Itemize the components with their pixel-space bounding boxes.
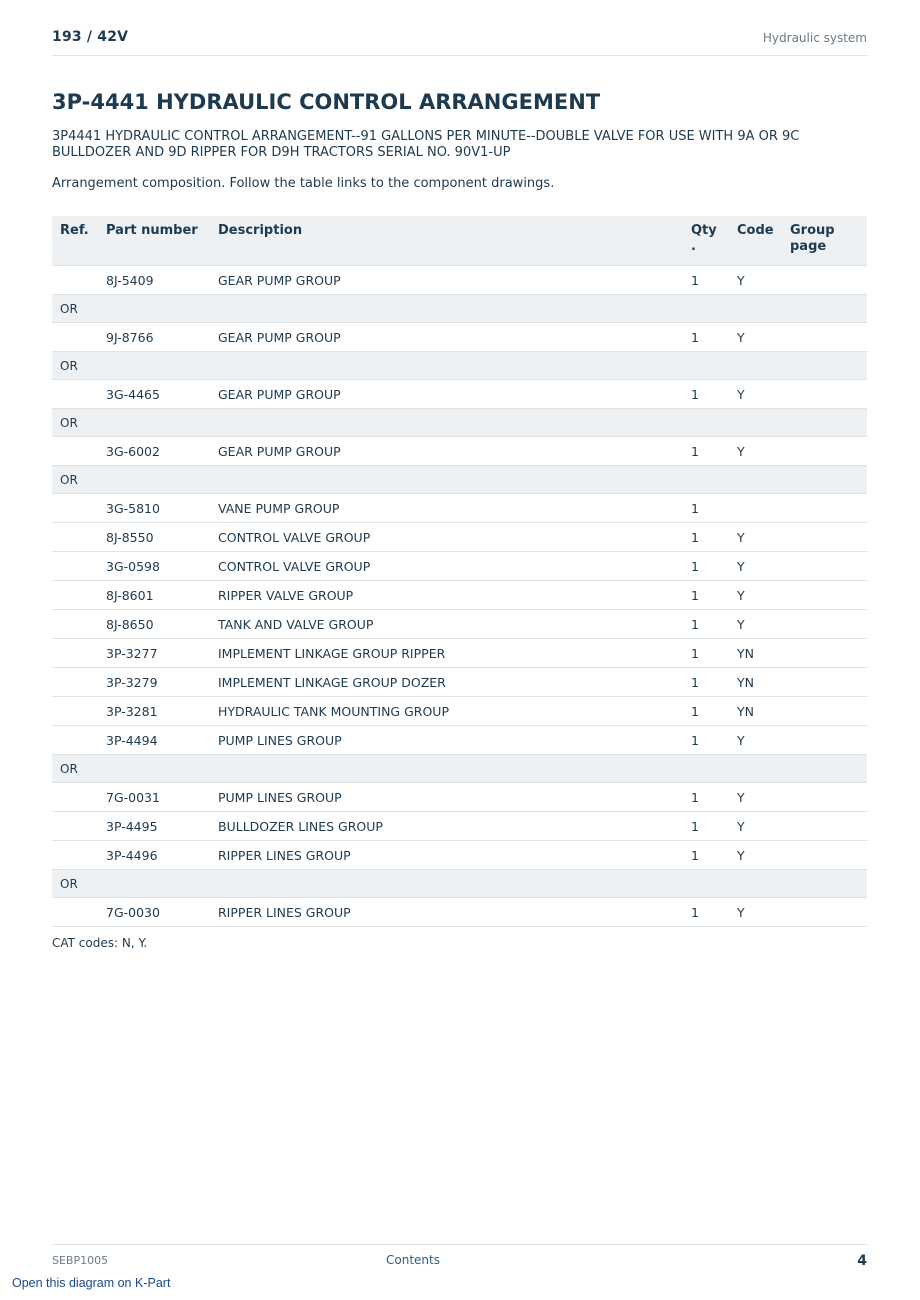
arrangement-subtitle: 3P4441 HYDRAULIC CONTROL ARRANGEMENT--91 GALLONS PER MINUTE--DOUBLE VALVE FOR USE WITH 9A OR 9C BULLDOZER AND 9D RIPPER FOR D9H TRACTORS SERIAL NO. 90V1-UP: [52, 129, 800, 160]
row-qty: 1: [691, 726, 737, 755]
row-ref: [52, 697, 106, 726]
or-label: OR: [52, 295, 867, 323]
row-part-number[interactable]: 9J-8766: [106, 323, 218, 352]
or-separator-row: [52, 352, 867, 380]
row-description: PUMP LINES GROUP: [218, 783, 691, 812]
table-row[interactable]: [52, 668, 867, 697]
row-group-page: [790, 266, 867, 295]
row-part-number[interactable]: 3G-5810: [106, 494, 218, 523]
row-description: GEAR PUMP GROUP: [218, 266, 691, 295]
or-separator-row: [52, 466, 867, 494]
row-description: GEAR PUMP GROUP: [218, 380, 691, 409]
row-part-number[interactable]: 3G-0598: [106, 552, 218, 581]
document-id: SEBP1005: [52, 1254, 109, 1267]
row-ref: [52, 323, 106, 352]
row-ref: [52, 437, 106, 466]
table-row[interactable]: [52, 437, 867, 466]
row-qty: 1: [691, 898, 737, 927]
row-code: Y: [737, 812, 790, 841]
row-description: VANE PUMP GROUP: [218, 494, 691, 523]
or-separator-row: [52, 295, 867, 323]
row-description: RIPPER VALVE GROUP: [218, 581, 691, 610]
row-ref: [52, 523, 106, 552]
page-title: 3P-4441 HYDRAULIC CONTROL ARRANGEMENT: [52, 90, 601, 114]
table-row[interactable]: [52, 523, 867, 552]
row-description: CONTROL VALVE GROUP: [218, 552, 691, 581]
row-group-page: [790, 523, 867, 552]
row-part-number[interactable]: 8J-8650: [106, 610, 218, 639]
table-row[interactable]: [52, 841, 867, 870]
header-qty-line1: Qty: [691, 223, 717, 238]
table-row[interactable]: [52, 812, 867, 841]
parts-table: [52, 216, 867, 927]
cat-codes-note: CAT codes: N, Y.: [52, 936, 148, 950]
row-code: Y: [737, 841, 790, 870]
row-qty: 1: [691, 841, 737, 870]
page-number: 4: [857, 1253, 867, 1269]
row-qty: 1: [691, 437, 737, 466]
row-qty: 1: [691, 783, 737, 812]
row-group-page: [790, 898, 867, 927]
row-code: Y: [737, 437, 790, 466]
row-ref: [52, 783, 106, 812]
row-part-number[interactable]: 3P-4495: [106, 812, 218, 841]
row-group-page: [790, 380, 867, 409]
row-ref: [52, 610, 106, 639]
row-code: Y: [737, 581, 790, 610]
row-qty: 1: [691, 552, 737, 581]
table-row[interactable]: [52, 610, 867, 639]
row-group-page: [790, 581, 867, 610]
row-description: CONTROL VALVE GROUP: [218, 523, 691, 552]
row-description: PUMP LINES GROUP: [218, 726, 691, 755]
header-part-number: Part number: [106, 216, 218, 266]
row-part-number[interactable]: 3G-4465: [106, 380, 218, 409]
parts-table-body: [52, 266, 867, 927]
row-qty: 1: [691, 639, 737, 668]
or-separator-row: [52, 409, 867, 437]
row-group-page: [790, 697, 867, 726]
row-code: [737, 494, 790, 523]
header-description: Description: [218, 216, 691, 266]
row-code: Y: [737, 783, 790, 812]
table-row[interactable]: [52, 323, 867, 352]
table-header-row: [52, 216, 867, 266]
row-part-number[interactable]: 7G-0030: [106, 898, 218, 927]
row-ref: [52, 581, 106, 610]
row-group-page: [790, 437, 867, 466]
table-row[interactable]: [52, 380, 867, 409]
row-description: TANK AND VALVE GROUP: [218, 610, 691, 639]
row-part-number[interactable]: 3P-4494: [106, 726, 218, 755]
row-ref: [52, 898, 106, 927]
row-group-page: [790, 812, 867, 841]
row-part-number[interactable]: 3P-4496: [106, 841, 218, 870]
page-reference: 193 / 42V: [52, 29, 129, 45]
row-part-number[interactable]: 7G-0031: [106, 783, 218, 812]
row-ref: [52, 668, 106, 697]
row-qty: 1: [691, 494, 737, 523]
row-code: YN: [737, 668, 790, 697]
row-code: Y: [737, 523, 790, 552]
row-group-page: [790, 783, 867, 812]
row-qty: 1: [691, 380, 737, 409]
row-qty: 1: [691, 323, 737, 352]
row-ref: [52, 266, 106, 295]
row-description: HYDRAULIC TANK MOUNTING GROUP: [218, 697, 691, 726]
row-qty: 1: [691, 266, 737, 295]
document-page: [52, 0, 867, 1300]
row-description: RIPPER LINES GROUP: [218, 841, 691, 870]
contents-link[interactable]: Contents: [386, 1253, 440, 1267]
row-code: Y: [737, 552, 790, 581]
row-code: Y: [737, 380, 790, 409]
table-row[interactable]: [52, 639, 867, 668]
intro-text: Arrangement composition. Follow the table links to the component drawings.: [52, 176, 555, 191]
row-group-page: [790, 610, 867, 639]
row-part-number[interactable]: 3G-6002: [106, 437, 218, 466]
open-kpart-link[interactable]: Open this diagram on K-Part: [12, 1276, 171, 1290]
row-description: GEAR PUMP GROUP: [218, 437, 691, 466]
row-code: Y: [737, 266, 790, 295]
row-group-page: [790, 552, 867, 581]
table-row[interactable]: [52, 552, 867, 581]
row-part-number[interactable]: 3P-3279: [106, 668, 218, 697]
row-code: Y: [737, 898, 790, 927]
row-qty: 1: [691, 812, 737, 841]
row-ref: [52, 494, 106, 523]
row-code: YN: [737, 639, 790, 668]
table-row[interactable]: [52, 697, 867, 726]
header-code: Code: [737, 216, 790, 266]
row-part-number[interactable]: 8J-8550: [106, 523, 218, 552]
row-ref: [52, 639, 106, 668]
row-part-number[interactable]: 3P-3281: [106, 697, 218, 726]
row-qty: 1: [691, 581, 737, 610]
row-ref: [52, 841, 106, 870]
row-ref: [52, 726, 106, 755]
row-group-page: [790, 841, 867, 870]
row-description: IMPLEMENT LINKAGE GROUP DOZER: [218, 668, 691, 697]
table-row[interactable]: [52, 783, 867, 812]
row-part-number[interactable]: 8J-8601: [106, 581, 218, 610]
row-group-page: [790, 668, 867, 697]
row-code: YN: [737, 697, 790, 726]
or-separator-row: [52, 870, 867, 898]
row-qty: 1: [691, 523, 737, 552]
row-description: GEAR PUMP GROUP: [218, 323, 691, 352]
row-qty: 1: [691, 668, 737, 697]
table-row[interactable]: [52, 581, 867, 610]
page-footer: [52, 1244, 867, 1275]
header-group-page: Group page: [790, 216, 867, 266]
or-label: OR: [52, 352, 867, 380]
header-qty: [691, 216, 737, 266]
row-group-page: [790, 494, 867, 523]
row-group-page: [790, 639, 867, 668]
row-ref: [52, 380, 106, 409]
row-code: Y: [737, 323, 790, 352]
row-description: BULLDOZER LINES GROUP: [218, 812, 691, 841]
table-row[interactable]: [52, 726, 867, 755]
or-label: OR: [52, 409, 867, 437]
row-group-page: [790, 323, 867, 352]
row-code: Y: [737, 610, 790, 639]
row-part-number[interactable]: 3P-3277: [106, 639, 218, 668]
row-qty: 1: [691, 697, 737, 726]
or-label: OR: [52, 870, 867, 898]
row-part-number[interactable]: 8J-5409: [106, 266, 218, 295]
row-ref: [52, 552, 106, 581]
row-qty: 1: [691, 610, 737, 639]
header-qty-line2: .: [691, 239, 696, 254]
section-name: Hydraulic system: [762, 31, 867, 45]
or-separator-row: [52, 755, 867, 783]
or-label: OR: [52, 755, 867, 783]
page-header: [52, 29, 867, 56]
table-row[interactable]: [52, 266, 867, 295]
or-label: OR: [52, 466, 867, 494]
row-description: IMPLEMENT LINKAGE GROUP RIPPER: [218, 639, 691, 668]
row-description: RIPPER LINES GROUP: [218, 898, 691, 927]
header-ref: Ref.: [52, 216, 106, 266]
row-ref: [52, 812, 106, 841]
row-code: Y: [737, 726, 790, 755]
table-row[interactable]: [52, 494, 867, 523]
row-group-page: [790, 726, 867, 755]
table-row[interactable]: [52, 898, 867, 927]
